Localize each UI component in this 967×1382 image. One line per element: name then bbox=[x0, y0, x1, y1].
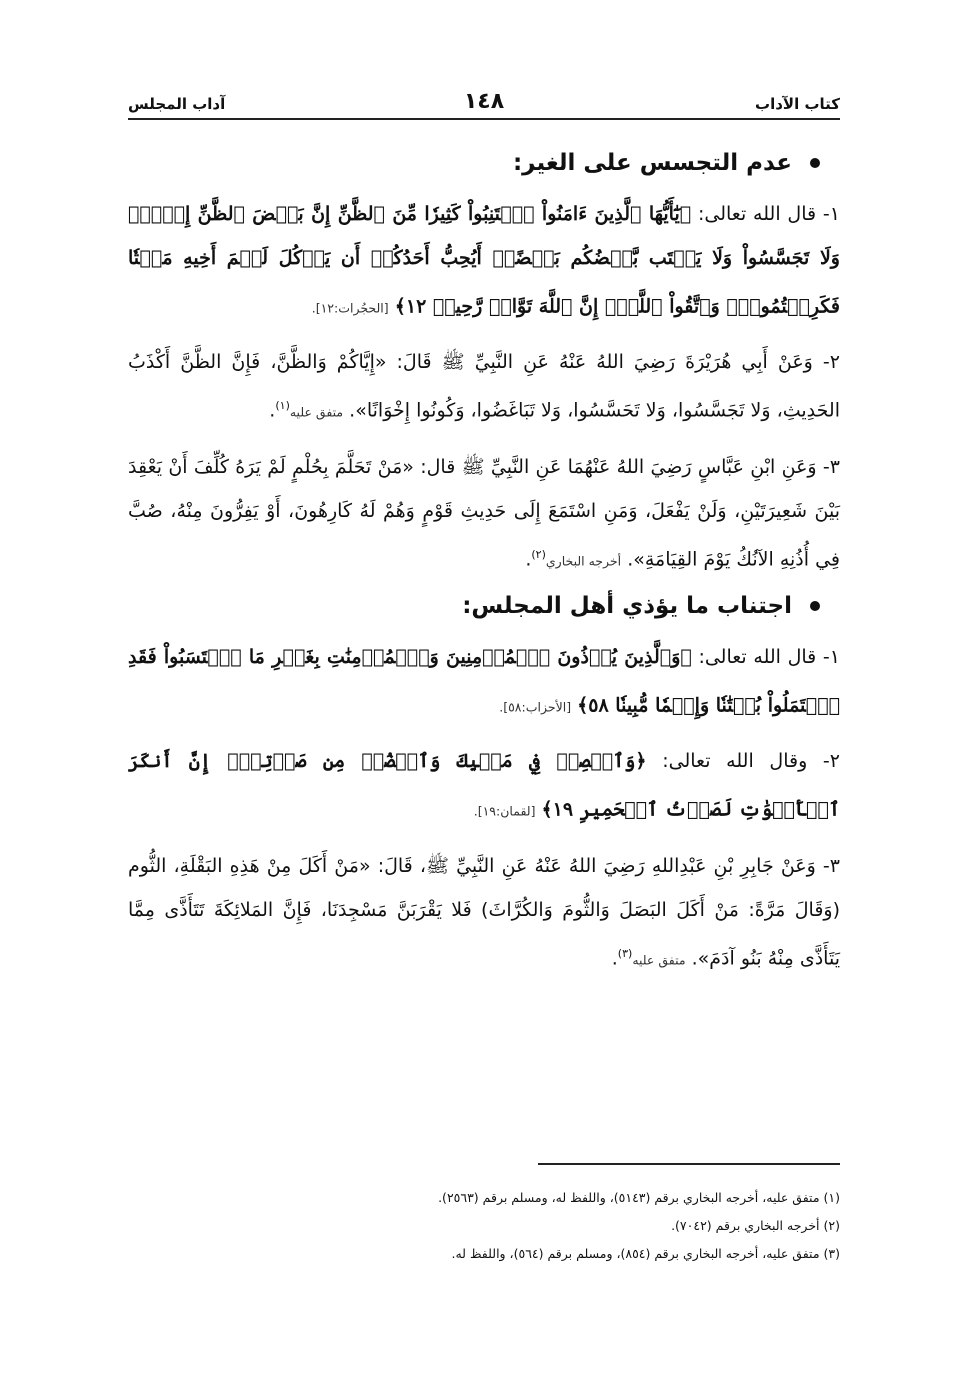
book-title: كتاب الآداب bbox=[755, 95, 840, 113]
quran-quote: ﴿وَٱلَّذِينَ يُؤۡذُونَ ٱلۡمُؤۡمِنِينَ وَٱلۡمُؤۡمِنَٰتِ بِغَيۡرِ مَا ٱكۡتَسَبُواْ فَقَدِ ٱحۡتَمَلُواْ بُهۡتَٰنٗا وَإِثۡمٗا مُّبِينٗا ٥٨﴾ bbox=[128, 645, 840, 717]
item-prefix: ١- قال الله تعالى: bbox=[691, 203, 840, 225]
reference: أخرجه البخاري bbox=[545, 552, 622, 568]
section-heading bbox=[128, 150, 840, 176]
reference: [الحجُرات:١٢]. bbox=[311, 300, 389, 316]
list-item: ٣- وَعَنِ ابْنِ عَبَّاسٍ رَضِيَ اللهُ عَنْهُمَا عَنِ النَّبِيِّ ﷺ قال: «مَنْ تَحَلَّمَ بِحُلْمٍ لَمْ يَرَهُ كُلِّفَ أَنْ يَعْقِدَ بَيْنَ شَعِيرَتَيْنِ، وَلَنْ يَفْعَلَ، وَمَنِ اسْتَمَعَ إِلَى حَدِيثِ قَوْمٍ وَهُمْ لَهُ كَارِهُونَ، أَوْ يَفِرُّونَ مِنْهُ، صُبَّ فِي أُذُنِهِ الآنُكُ يَوْمَ القِيَامَةِ». أخرجه البخاري$^{(٢)}$. bbox=[128, 455, 840, 570]
item-text: ٢- وَعَنْ أَبِي هُرَيْرَةَ رَضِيَ اللهُ عَنْهُ عَنِ النَّبِيِّ ﷺ قَالَ: «إِيَّاكُمْ وَالظَّنَّ، فَإِنَّ الظَّنَّ أَكْذَبُ الحَدِيثِ، وَلا تَجَسَّسُوا، وَلا تَحَسَّسُوا، وَلا تَبَاغَضُوا، وَكُونُوا إِخْوَانًا». bbox=[128, 351, 840, 422]
footnote-marker: (١) bbox=[275, 399, 290, 413]
chapter-title: آداب المجلس bbox=[128, 95, 226, 113]
footnote-divider bbox=[538, 1163, 840, 1165]
footnote: (٢) أخرجه البخاري برقم (٧٠٤٢). bbox=[671, 1218, 840, 1233]
item-prefix: ٢- وقال الله تعالى: bbox=[646, 750, 840, 773]
section-title: عدم التجسس على الغير: bbox=[512, 150, 792, 176]
section-heading bbox=[128, 593, 840, 619]
footnotes bbox=[128, 1184, 840, 1268]
reference: [الأحزاب:٥٨]. bbox=[499, 699, 572, 715]
footnote: (١) متفق عليه، أخرجه البخاري برقم (٥١٤٣)، واللفظ له، ومسلم برقم (٢٥٦٣). bbox=[438, 1190, 840, 1205]
item-text: ٣- وَعَنْ جَابِرِ بْنِ عَبْدِاللهِ رَضِيَ اللهُ عَنْهُ عَنِ النَّبِيِّ ﷺ، قَالَ: «مَنْ أَكَلَ مِنْ هَذِهِ البَقْلَةِ، الثُّوم (وَقَالَ مَرَّةً: مَنْ أَكَلَ البَصَلَ وَالثُّومَ وَالكُرَّاثَ) فَلا يَقْرَبَنَّ مَسْجِدَنَا، فَإِنَّ المَلائِكَةَ تَتَأَذَّى مِمَّا يَتَأَذَّى مِنْهُ بَنُو آدَمَ». bbox=[128, 854, 840, 969]
reference: متفق عليه bbox=[632, 951, 686, 967]
bullet-icon bbox=[810, 601, 820, 611]
item-prefix: ١- قال الله تعالى: bbox=[691, 645, 840, 668]
list-item bbox=[128, 739, 840, 833]
list-item: ٣- وَعَنْ جَابِرِ بْنِ عَبْدِاللهِ رَضِيَ اللهُ عَنْهُ عَنِ النَّبِيِّ ﷺ، قَالَ: «مَنْ أَكَلَ مِنْ هَذِهِ البَقْلَةِ، الثُّوم (وَقَالَ مَرَّةً: مَنْ أَكَلَ البَصَلَ وَالثُّومَ وَالكُرَّاثَ) فَلا يَقْرَبَنَّ مَسْجِدَنَا، فَإِنَّ المَلائِكَةَ تَتَأَذَّى مِمَّا يَتَأَذَّى مِنْهُ بَنُو آدَمَ». متفق عليه$^{(٣)}$. bbox=[128, 854, 840, 969]
main-text bbox=[128, 140, 840, 992]
running-header bbox=[128, 84, 840, 120]
item-text: ٣- وَعَنِ ابْنِ عَبَّاسٍ رَضِيَ اللهُ عَنْهُمَا عَنِ النَّبِيِّ ﷺ قال: «مَنْ تَحَلَّمَ بِحُلْمٍ لَمْ يَرَهُ كُلِّفَ أَنْ يَعْقِدَ بَيْنَ شَعِيرَتَيْنِ، وَلَنْ يَفْعَلَ، وَمَنِ اسْتَمَعَ إِلَى حَدِيثِ قَوْمٍ وَهُمْ لَهُ كَارِهُونَ، أَوْ يَفِرُّونَ مِنْهُ، صُبَّ فِي أُذُنِهِ الآنُكُ يَوْمَ القِيَامَةِ». bbox=[128, 455, 840, 570]
footnote-marker: (٢) bbox=[531, 547, 546, 561]
quran-quote: ﴿وَٱقۡصِدۡ فِي مَشۡيِكَ وَٱغۡضُضۡ مِن صَوۡتِكَۚ إِنَّ أَنكَرَ ٱلۡأَصۡوَٰتِ لَصَوۡتُ ٱلۡحَمِيرِ ١٩﴾ bbox=[128, 750, 840, 821]
reference: [لقمان:١٩]. bbox=[473, 803, 536, 819]
list-item bbox=[128, 192, 840, 330]
quran-quote: ﴿يَٰٓأَيُّهَا ٱلَّذِينَ ءَامَنُواْ ٱجۡتَنِبُواْ كَثِيرٗا مِّنَ ٱلظَّنِّ إِنَّ بَعۡضَ ٱلظَّنِّ إِثۡمٞۖ وَلَا تَجَسَّسُواْ وَلَا يَغۡتَب بَّعۡضُكُم بَعۡضًاۚ أَيُحِبُّ أَحَدُكُمۡ أَن يَأۡكُلَ لَحۡمَ أَخِيهِ مَيۡتٗا فَكَرِهۡتُمُوهُۚ وَٱتَّقُواْ ٱللَّهَۚ إِنَّ ٱللَّهَ تَوَّابٞ رَّحِيمٞ ١٢﴾ bbox=[128, 203, 840, 318]
reference: متفق عليه bbox=[289, 404, 344, 420]
list-item bbox=[128, 635, 840, 729]
list-item: ٢- وَعَنْ أَبِي هُرَيْرَةَ رَضِيَ اللهُ عَنْهُ عَنِ النَّبِيِّ ﷺ قَالَ: «إِيَّاكُمْ وَالظَّنَّ، فَإِنَّ الظَّنَّ أَكْذَبُ الحَدِيثِ، وَلا تَجَسَّسُوا، وَلا تَحَسَّسُوا، وَلا تَبَاغَضُوا، وَكُونُوا إِخْوَانًا». متفق عليه$^{(١)}$. bbox=[128, 351, 840, 422]
bullet-icon bbox=[810, 158, 820, 168]
footnote: (٣) متفق عليه، أخرجه البخاري برقم (٨٥٤)، ومسلم برقم (٥٦٤)، واللفظ له. bbox=[451, 1246, 840, 1261]
page-number: ١٤٨ bbox=[463, 89, 505, 114]
footnote-marker: (٣) bbox=[617, 946, 633, 960]
section-title: اجتناب ما يؤذي أهل المجلس: bbox=[462, 592, 792, 619]
